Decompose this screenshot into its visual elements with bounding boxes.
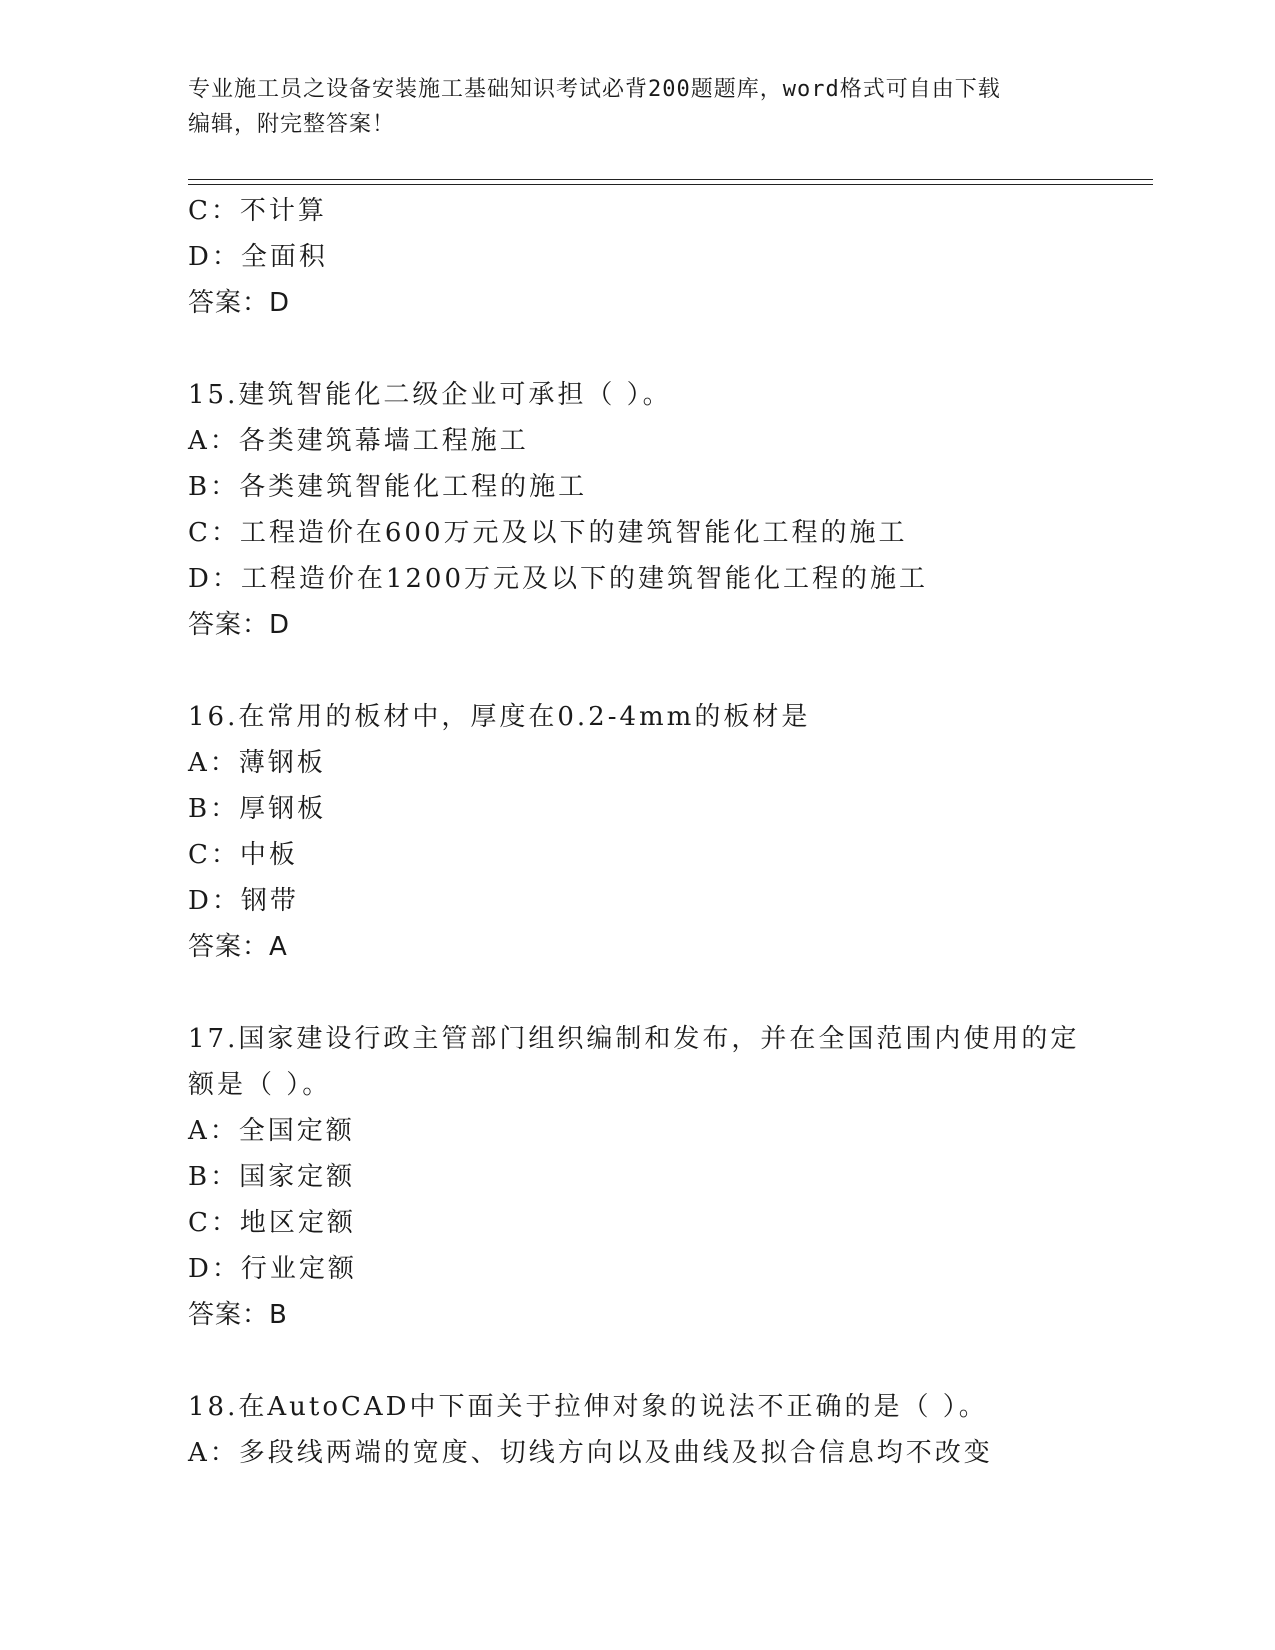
question-16 <box>188 694 1088 970</box>
answer-line: 答案：A <box>188 932 288 962</box>
option-b: B：各类建筑智能化工程的施工 <box>188 472 588 502</box>
option-d: D：钢带 <box>188 886 299 916</box>
option-b: B：国家定额 <box>188 1162 356 1192</box>
answer-line: 答案：B <box>188 1300 288 1330</box>
option-c: C：中板 <box>188 840 298 870</box>
option-d: D：工程造价在1200万元及以下的建筑智能化工程的施工 <box>188 564 929 594</box>
option-a: A：全国定额 <box>188 1116 355 1146</box>
question-stem-line-1: 17.国家建设行政主管部门组织编制和发布，并在全国范围内使用的定 <box>188 1024 1080 1054</box>
option-c: C：不计算 <box>188 196 327 226</box>
option-a: A：多段线两端的宽度、切线方向以及曲线及拟合信息均不改变 <box>188 1438 993 1468</box>
question-stem: 18.在AutoCAD中下面关于拉伸对象的说法不正确的是（ ）。 <box>188 1392 988 1422</box>
option-c: C：工程造价在600万元及以下的建筑智能化工程的施工 <box>188 518 908 548</box>
document-header <box>188 72 1088 142</box>
answer-line: 答案：D <box>188 288 291 318</box>
header-divider-top <box>188 179 1153 180</box>
question-stem-line-2: 额是（ ）。 <box>188 1070 332 1100</box>
spacer <box>188 970 1088 1016</box>
header-divider-bottom <box>188 184 1153 185</box>
option-d: D：全面积 <box>188 242 328 272</box>
spacer <box>188 1338 1088 1384</box>
option-a: A：薄钢板 <box>188 748 326 778</box>
header-line-1: 专业施工员之设备安装施工基础知识考试必背200题题库，word格式可自由下载 <box>188 77 1001 102</box>
question-stem: 16.在常用的板材中，厚度在0.2-4mm的板材是 <box>188 702 811 732</box>
header-line-2: 编辑，附完整答案！ <box>188 112 396 137</box>
answer-line: 答案：D <box>188 610 291 640</box>
question-17 <box>188 1016 1088 1338</box>
question-18 <box>188 1384 1088 1476</box>
question-15 <box>188 372 1088 648</box>
question-stem: 15.建筑智能化二级企业可承担（ ）。 <box>188 380 672 410</box>
spacer <box>188 326 1088 372</box>
document-body <box>188 188 1088 1476</box>
option-c: C：地区定额 <box>188 1208 356 1238</box>
spacer <box>188 648 1088 694</box>
option-d: D：行业定额 <box>188 1254 357 1284</box>
option-a: A：各类建筑幕墙工程施工 <box>188 426 529 456</box>
option-b: B：厚钢板 <box>188 794 327 824</box>
previous-question-tail <box>188 188 1088 326</box>
